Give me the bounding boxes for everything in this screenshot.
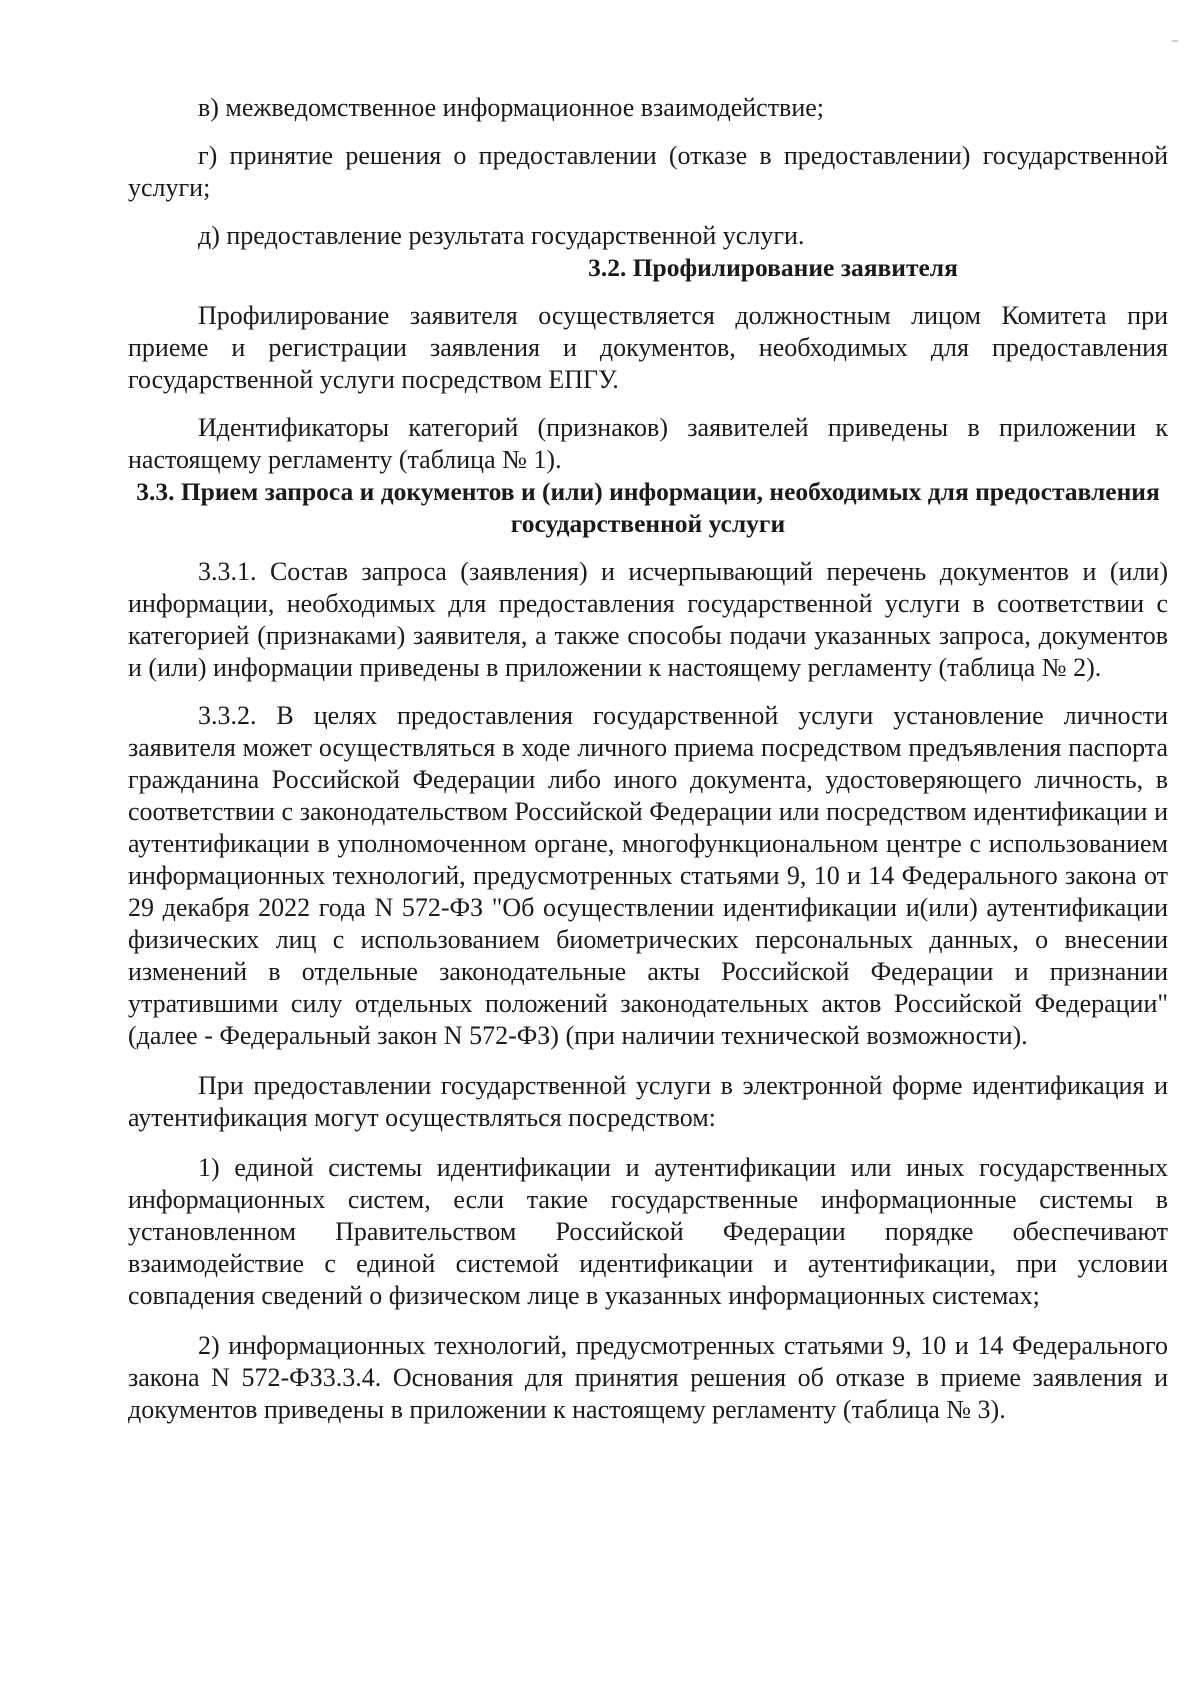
scan-artifact [1172,40,1178,42]
paragraph-item-v: в) межведомственное информационное взаимодействие; [198,93,825,122]
section-heading-3-3: 3.3. Прием запроса и документов и (или) информации, необходимых для предоставления государственной услуги [136,477,1160,538]
list-item-2: 2) информационных технологий, предусмотренных статьями 9, 10 и 14 Федерального закона N 572-ФЗ3.3.4. Основания для принятия решения об отказе в приеме заявления и документов приведены в приложении к настоящему регламенту (таблица № 3). [128,1331,1168,1424]
paragraph-3-3-2: 3.3.2. В целях предоставления государственной услуги установление личности заявителя может осуществляться в ходе личного приема посредством предъявления паспорта гражданина Российской Федерации либо иного документа, удостоверяющего личность, в соответствии с законодательством Российской Федерации или посредством идентификации и аутентификации в уполномоченном органе, многофункциональном центре с использованием информационных технологий, предусмотренных статьями 9, 10 и 14 Федерального закона от 29 декабря 2022 года N 572-ФЗ "Об осуществлении идентификации и(или) аутентификации физических лиц с использованием биометрических персональных данных, о внесении изменений в отдельные законодательные акты Российской Федерации и признании утратившими силу отдельных положений законодательных актов Российской Федерации" (далее - Федеральный закон N 572-ФЗ) (при наличии технической возможности). [128,701,1168,1050]
paragraph-identifiers: Идентификаторы категорий (признаков) заявителей приведены в приложении к настоящему регламенту (таблица № 1). [128,413,1168,474]
list-item-1: 1) единой системы идентификации и аутентификации или иных государственных информационных систем, если такие государственные информационные системы в установленном Правительством Российской Федерации порядке обеспечивают взаимодействие с единой системой идентификации и аутентификации, при условии совпадения сведений о физическом лице в указанных информационных системах; [128,1153,1168,1310]
document-page [128,92,1168,1426]
paragraph-item-d: д) предоставление результата государственной услуги. [198,221,805,250]
paragraph-electronic-form: При предоставлении государственной услуги в электронной форме идентификация и аутентификация могут осуществляться посредством: [128,1071,1168,1132]
paragraph-profiling: Профилирование заявителя осуществляется должностным лицом Комитета при приеме и регистрации заявления и документов, необходимых для предоставления государственной услуги посредством ЕПГУ. [128,301,1168,394]
section-heading-3-2: 3.2. Профилирование заявителя [588,253,958,282]
paragraph-3-3-1: 3.3.1. Состав запроса (заявления) и исчерпывающий перечень документов и (или) информации, необходимых для предоставления государственной услуги в соответствии с категорией (признаками) заявителя, а также способы подачи указанных запроса, документов и (или) информации приведены в приложении к настоящему регламенту (таблица № 2). [128,557,1168,682]
paragraph-item-g: г) принятие решения о предоставлении (отказе в предоставлении) государственной услуги; [128,141,1168,202]
